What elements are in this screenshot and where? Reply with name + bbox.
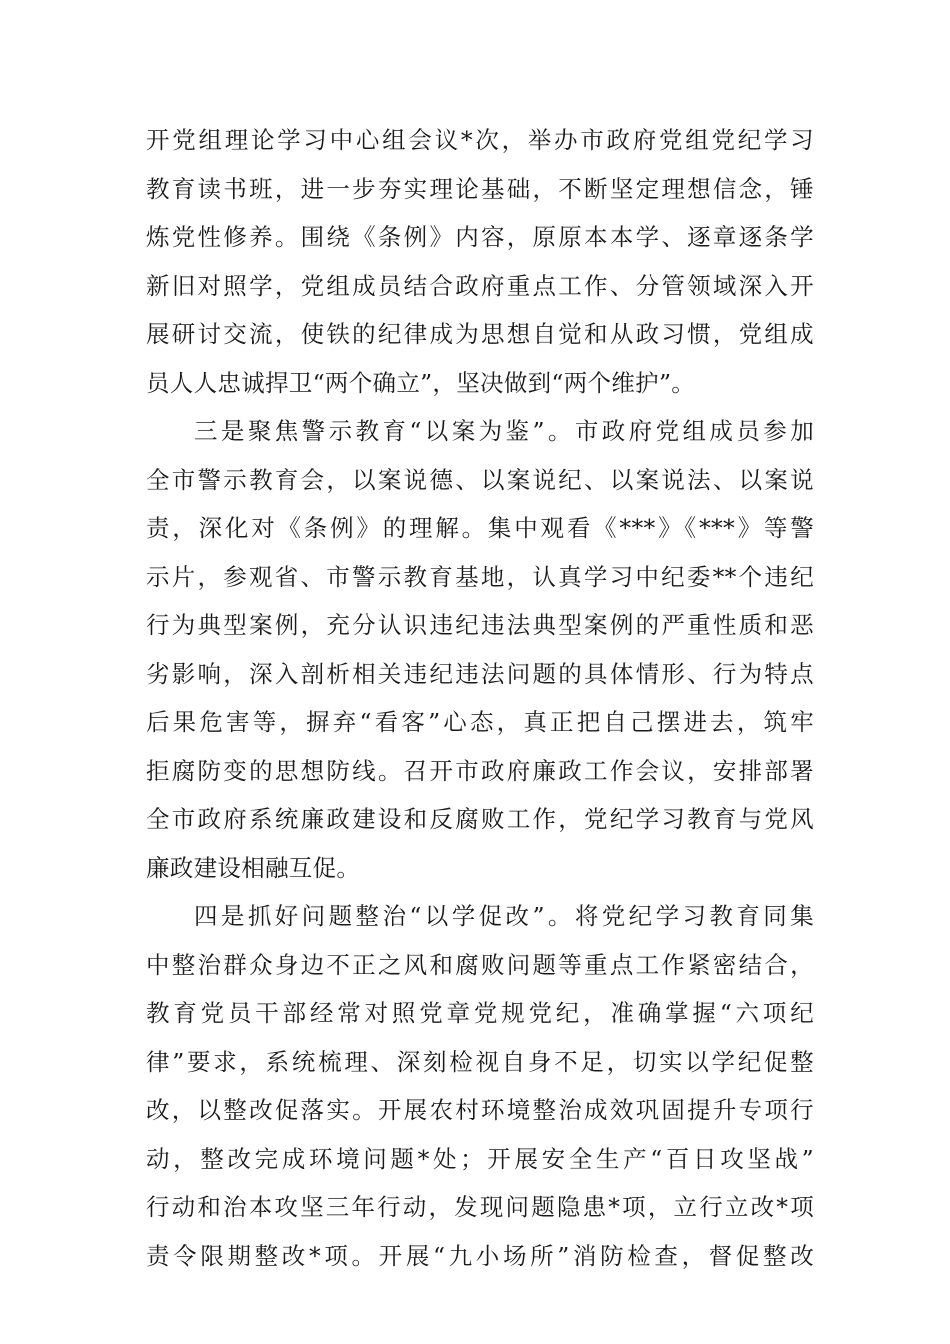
paragraph-line: 新旧对照学，党组成员结合政府重点工作、分管领域深入开 — [146, 271, 814, 300]
paragraph-line: 展研讨交流，使铁的纪律成为思想自觉和从政习惯，党组成 — [146, 320, 814, 348]
paragraph-line: 律”要求，系统梳理、深刻检视自身不足，切实以学纪促整 — [146, 1047, 814, 1076]
paragraph-line: 全市警示教育会，以案说德、以案说纪、以案说法、以案说 — [146, 465, 814, 494]
paragraph-line: 行动和治本攻坚三年行动，发现问题隐患*项，立行立改*项 — [146, 1193, 814, 1221]
paragraph-line: 全市政府系统廉政建设和反腐败工作，党纪学习教育与党风 — [146, 805, 814, 833]
paragraph-line: 教育读书班，进一步夯实理论基础，不断坚定理想信念，锤 — [146, 174, 814, 203]
paragraph-line: 四是抓好问题整治“以学促改”。将党纪学习教育同集 — [194, 902, 814, 930]
paragraph-line: 中整治群众身边不正之风和腐败问题等重点工作紧密结合， — [146, 950, 814, 979]
paragraph-line: 廉政建设相融互促。 — [146, 853, 361, 882]
paragraph-line: 行为典型案例，充分认识违纪违法典型案例的严重性质和恶 — [146, 611, 814, 639]
paragraph-line: 员人人忠诚捍卫“两个确立”，坚决做到“两个维护”。 — [146, 368, 696, 397]
paragraph-line: 拒腐防变的思想防线。召开市政府廉政工作会议，安排部署 — [146, 756, 814, 785]
paragraph-line: 动，整改完成环境问题*处；开展安全生产“百日攻坚战” — [146, 1144, 814, 1173]
paragraph-line: 责，深化对《条例》的理解。集中观看《***》《***》等警 — [146, 514, 814, 542]
paragraph-line: 教育党员干部经常对照党章党规党纪，准确掌握“六项纪 — [146, 999, 814, 1027]
paragraph-line: 炼党性修养。围绕《条例》内容，原原本本学、逐章逐条学 — [146, 223, 814, 251]
paragraph-line: 三是聚焦警示教育“以案为鉴”。市政府党组成员参加 — [194, 417, 814, 445]
paragraph-line: 改，以整改促落实。开展农村环境整治成效巩固提升专项行 — [146, 1096, 814, 1124]
paragraph-3 — [146, 892, 814, 1280]
document-body — [146, 116, 814, 1280]
paragraph-2 — [146, 407, 814, 892]
paragraph-line: 示片，参观省、市警示教育基地，认真学习中纪委**个违纪 — [146, 562, 814, 591]
paragraph-line: 责令限期整改*项。开展“九小场所”消防检查，督促整改 — [146, 1241, 814, 1270]
paragraph-line: 后果危害等，摒弃“看客”心态，真正把自己摆进去，筑牢 — [146, 708, 814, 736]
paragraph-line: 开党组理论学习中心组会议*次，举办市政府党组党纪学习 — [146, 126, 814, 154]
paragraph-1 — [146, 116, 814, 407]
paragraph-line: 劣影响，深入剖析相关违纪违法问题的具体情形、行为特点 — [146, 659, 814, 688]
